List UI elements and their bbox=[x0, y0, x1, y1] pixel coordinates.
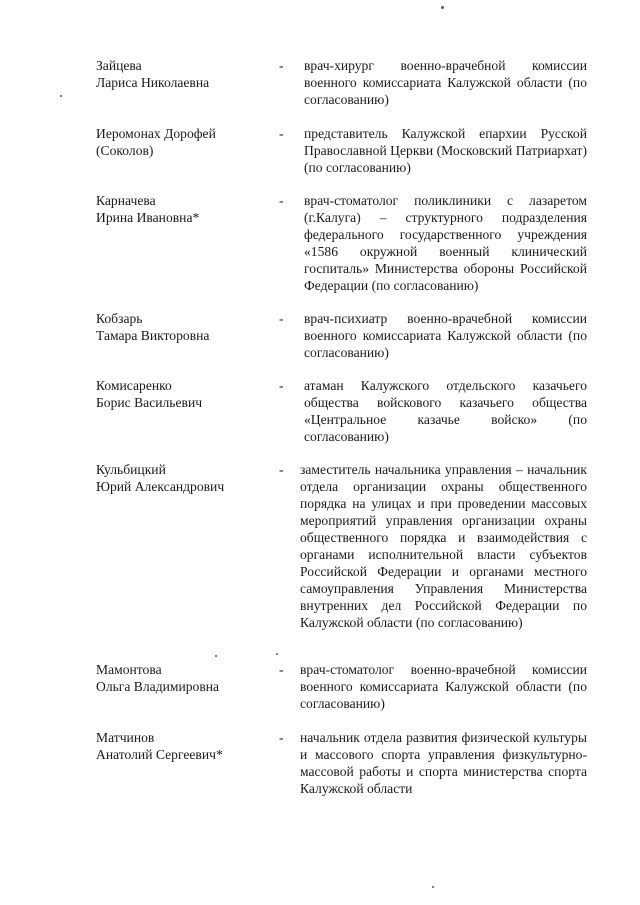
separator-dash: - bbox=[279, 730, 284, 745]
member-position: атаман Калужского отдельского казачьего общества войскового казачьего общества «Центральное казачье войско» (по согласованию) bbox=[304, 378, 587, 444]
scan-speck bbox=[60, 95, 62, 97]
member-given-names: Юрий Александрович bbox=[96, 479, 225, 494]
member-surname: Комисаренко bbox=[96, 378, 172, 393]
member-position: начальник отдела развития физической культуры и массового спорта управления физкультурно-массовой работы и спорта министерства спорта Калужской области bbox=[300, 730, 587, 796]
scan-speck bbox=[215, 655, 217, 657]
separator-dash: - bbox=[279, 193, 284, 208]
member-position: врач-стоматолог поликлиники с лазаретом (г.Калуга) – структурного подразделения федерального государственного учреждения «1586 окружной военный клинический госпиталь» Министерства обороны Российской Федерации (по согласованию) bbox=[304, 193, 587, 293]
separator-dash: - bbox=[279, 662, 284, 677]
member-given-names: Лариса Николаевна bbox=[96, 75, 210, 90]
member-surname: Карначева bbox=[96, 193, 156, 208]
member-surname: Кобзарь bbox=[96, 311, 143, 326]
member-position: заместитель начальника управления – начальник отдела организации охраны общественного порядка на улицах и при проведении массовых мероприятий управления организации охраны общественного порядка и взаимодействия с органами исполнительной власти субъектов Российской Федерации и органами местного самоуправления Управления Министерства внутренних дел Российской Федерации по Калужской области (по согласованию) bbox=[300, 462, 587, 630]
member-surname: Мамонтова bbox=[96, 662, 162, 677]
member-position: врач-стоматолог военно-врачебной комиссии военного комиссариата Калужской области (по согласованию) bbox=[300, 662, 587, 711]
member-name bbox=[96, 57, 276, 91]
member-name bbox=[96, 192, 276, 226]
member-name bbox=[96, 729, 276, 763]
separator-dash: - bbox=[279, 462, 284, 477]
member-surname: Кульбицкий bbox=[96, 462, 166, 477]
member-surname: Иеромонах Дорофей bbox=[96, 126, 216, 141]
member-surname: Матчинов bbox=[96, 730, 155, 745]
separator-dash: - bbox=[279, 311, 284, 326]
member-name bbox=[96, 377, 276, 411]
member-position: врач-психиатр военно-врачебной комиссии военного комиссариата Калужской области (по согласованию) bbox=[304, 311, 587, 360]
member-position: представитель Калужской епархии Русской Православной Церкви (Московский Патриархат) (по согласованию) bbox=[304, 126, 587, 175]
member-given-names: Ирина Ивановна* bbox=[96, 210, 200, 225]
member-given-names: (Соколов) bbox=[96, 143, 154, 158]
member-given-names: Тамара Викторовна bbox=[96, 328, 210, 343]
member-surname: Зайцева bbox=[96, 58, 142, 73]
member-name bbox=[96, 461, 276, 495]
member-name bbox=[96, 661, 276, 695]
member-position: врач-хирург военно-врачебной комиссии военного комиссариата Калужской области (по согласованию) bbox=[304, 58, 587, 107]
separator-dash: - bbox=[279, 378, 284, 393]
scan-speck bbox=[276, 653, 278, 655]
scan-speck bbox=[441, 6, 444, 9]
scan-speck bbox=[432, 886, 434, 888]
member-name bbox=[96, 310, 276, 344]
member-name bbox=[96, 125, 276, 159]
member-given-names: Анатолий Сергеевич* bbox=[96, 747, 223, 762]
member-given-names: Ольга Владимировна bbox=[96, 679, 220, 694]
separator-dash: - bbox=[279, 126, 284, 141]
separator-dash: - bbox=[279, 58, 284, 73]
member-given-names: Борис Васильевич bbox=[96, 395, 203, 410]
